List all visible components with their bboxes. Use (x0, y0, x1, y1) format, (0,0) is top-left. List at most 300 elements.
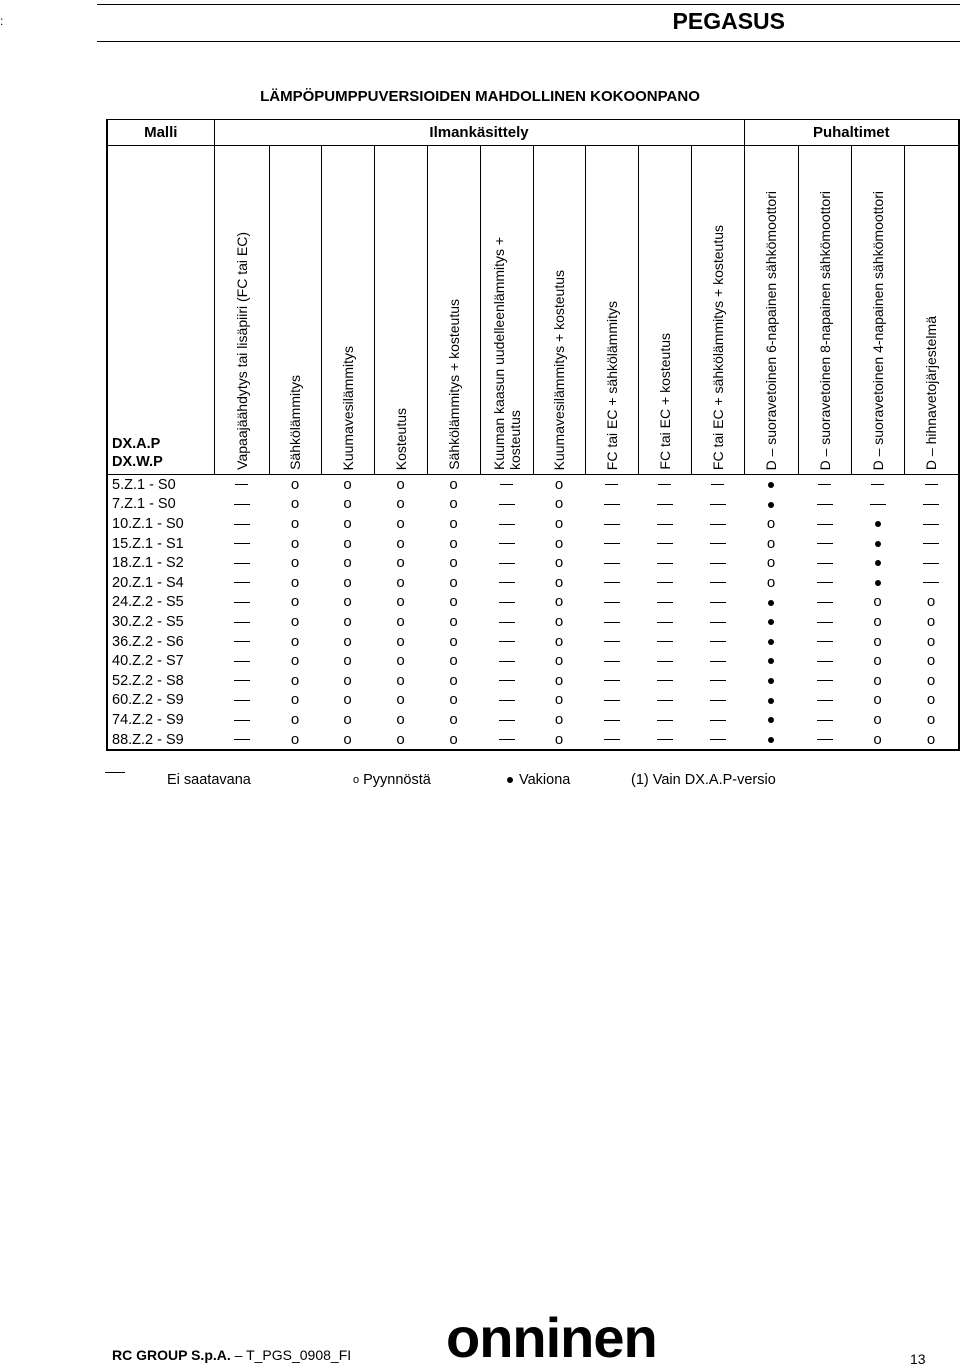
standard-dot-icon (768, 502, 774, 508)
option-cell (744, 593, 798, 613)
on-request-symbol: o (926, 730, 936, 748)
model-cell: 15.Z.1 - S1 (107, 534, 214, 554)
on-request-symbol: o (396, 691, 405, 709)
on-request-symbol: o (290, 475, 300, 493)
option-cell (480, 495, 533, 515)
option-cell (638, 730, 691, 751)
on-request-symbol: o (873, 691, 882, 709)
on-request-symbol: o (449, 573, 458, 591)
option-cell (798, 710, 851, 730)
option-cell (851, 593, 904, 613)
not-available-bar-icon (658, 484, 671, 485)
standard-dot-icon (768, 639, 774, 645)
not-available-dash-icon (710, 582, 726, 583)
not-available-dash-icon (817, 563, 833, 564)
option-cell (638, 534, 691, 554)
option-cell (638, 651, 691, 671)
standard-dot-icon (768, 619, 774, 625)
on-request-symbol: o (290, 632, 300, 650)
option-cell (691, 553, 744, 573)
not-available-dash-icon (234, 524, 250, 525)
option-cell (904, 612, 959, 632)
on-request-symbol: o (396, 632, 405, 650)
on-request-symbol: o (873, 612, 882, 630)
option-cell (744, 730, 798, 751)
on-request-symbol: o (766, 554, 776, 572)
on-request-symbol: o (554, 612, 564, 630)
option-cell (214, 691, 269, 711)
on-request-symbol: o (343, 573, 352, 591)
option-cell (374, 710, 427, 730)
option-cell (269, 593, 321, 613)
option-cell (798, 651, 851, 671)
on-request-symbol: o (926, 632, 936, 650)
on-request-symbol: o (449, 652, 458, 670)
option-cell (374, 534, 427, 554)
group-header-row (107, 120, 959, 146)
model-cell: 10.Z.1 - S0 (107, 514, 214, 534)
not-available-dash-icon (604, 661, 620, 662)
option-cell (269, 612, 321, 632)
not-available-dash-icon (817, 720, 833, 721)
not-available-dash-icon (604, 700, 620, 701)
not-available-bar-icon (500, 484, 513, 485)
on-request-symbol: o (290, 730, 300, 748)
model-cell: 60.Z.2 - S9 (107, 691, 214, 711)
option-cell (480, 553, 533, 573)
option-cell (744, 632, 798, 652)
not-available-dash-icon (817, 661, 833, 662)
option-cell (744, 495, 798, 515)
option-cell (798, 573, 851, 593)
on-request-symbol: o (290, 671, 300, 689)
option-cell (427, 573, 480, 593)
option-cell (214, 710, 269, 730)
on-request-symbol: o (290, 495, 300, 513)
on-request-symbol: o (343, 632, 352, 650)
on-request-symbol: o (766, 534, 776, 552)
option-cell (798, 514, 851, 534)
option-cell (585, 671, 638, 691)
not-available-dash-icon (817, 504, 833, 505)
option-cell (427, 710, 480, 730)
column-header-13 (851, 146, 904, 475)
column-header-12 (798, 146, 851, 475)
on-request-symbol: o (449, 534, 458, 552)
column-header-label: D – hihnavetojärjestelmä (923, 315, 940, 470)
option-cell (214, 671, 269, 691)
on-request-symbol: o (290, 710, 300, 728)
table-row (107, 671, 959, 691)
option-cell (638, 495, 691, 515)
not-available-dash-icon (710, 524, 726, 525)
on-request-symbol: o (873, 652, 882, 670)
option-cell (585, 553, 638, 573)
on-request-symbol: o (766, 514, 776, 532)
not-available-dash-icon (234, 680, 250, 681)
on-request-symbol: o (396, 730, 405, 748)
not-available-bar-icon (925, 484, 938, 485)
table-row (107, 514, 959, 534)
model-cell: 30.Z.2 - S5 (107, 612, 214, 632)
option-cell (851, 495, 904, 515)
column-header-6 (480, 146, 533, 475)
legend-item-not-available (105, 772, 125, 773)
option-cell (638, 691, 691, 711)
page-number: 13 (910, 1351, 926, 1367)
column-header-14 (904, 146, 959, 475)
not-available-dash-icon (870, 504, 886, 505)
on-request-symbol: o (449, 632, 458, 650)
standard-dot-icon (875, 560, 881, 566)
option-cell (585, 651, 638, 671)
option-cell (533, 691, 585, 711)
option-cell (214, 475, 269, 495)
not-available-dash-icon (710, 700, 726, 701)
on-request-symbol: o (396, 534, 405, 552)
footer-company (112, 1347, 351, 1363)
on-request-symbol: o (290, 652, 300, 670)
not-available-dash-icon (657, 700, 673, 701)
not-available-dash-icon (817, 602, 833, 603)
option-cell (744, 534, 798, 554)
not-available-dash-icon (234, 563, 250, 564)
option-cell (427, 612, 480, 632)
on-request-symbol: o (449, 710, 458, 728)
on-request-symbol: o (554, 475, 564, 493)
legend-item-note (631, 772, 776, 788)
on-request-symbol: o (343, 534, 352, 552)
on-request-symbol: o (343, 612, 352, 630)
on-request-symbol: o (290, 593, 300, 611)
option-cell (269, 495, 321, 515)
option-cell (533, 573, 585, 593)
option-cell (851, 475, 904, 495)
option-cell (214, 651, 269, 671)
column-header-10 (691, 146, 744, 475)
not-available-dash-icon (657, 641, 673, 642)
option-cell (321, 710, 374, 730)
on-request-symbol: o (554, 514, 564, 532)
option-cell (321, 553, 374, 573)
on-request-symbol: o (449, 495, 458, 513)
option-cell (427, 632, 480, 652)
option-cell (904, 495, 959, 515)
model-header-line-1: DX.A.P (112, 436, 161, 452)
option-cell (744, 710, 798, 730)
on-request-symbol: o (766, 573, 776, 591)
option-cell (533, 593, 585, 613)
option-cell (851, 553, 904, 573)
option-cell (691, 573, 744, 593)
on-request-symbol: o (343, 730, 352, 748)
not-available-dash-icon (499, 622, 515, 623)
option-cell (851, 514, 904, 534)
option-cell (427, 671, 480, 691)
model-cell: 5.Z.1 - S0 (107, 475, 214, 495)
standard-dot-icon (768, 717, 774, 723)
table-row (107, 553, 959, 573)
option-cell (691, 710, 744, 730)
option-cell (480, 651, 533, 671)
option-cell (214, 612, 269, 632)
legend-item-standard (507, 772, 570, 788)
option-cell (374, 612, 427, 632)
not-available-dash-icon (499, 680, 515, 681)
not-available-dash-icon (234, 720, 250, 721)
option-cell (321, 475, 374, 495)
not-available-dash-icon (710, 661, 726, 662)
on-request-symbol: o (343, 514, 352, 532)
standard-dot-icon (875, 521, 881, 527)
option-cell (585, 534, 638, 554)
option-cell (691, 593, 744, 613)
option-cell (480, 534, 533, 554)
option-cell (480, 671, 533, 691)
on-request-symbol: o (873, 710, 882, 728)
not-available-dash-icon (923, 504, 939, 505)
not-available-dash-icon (657, 582, 673, 583)
option-cell (321, 632, 374, 652)
option-cell (269, 573, 321, 593)
not-available-dash-icon (234, 622, 250, 623)
option-cell (744, 514, 798, 534)
on-request-symbol: o (396, 671, 405, 689)
column-header-row (107, 146, 959, 475)
column-header-8 (585, 146, 638, 475)
standard-dot-icon (875, 580, 881, 586)
option-cell (533, 553, 585, 573)
table-row (107, 632, 959, 652)
not-available-dash-icon (710, 720, 726, 721)
on-request-symbol: o (554, 710, 564, 728)
option-cell (638, 710, 691, 730)
column-header-label: Kuumavesilämmitys + kosteutus (551, 269, 567, 470)
on-request-symbol: o (396, 495, 405, 513)
option-cell (904, 514, 959, 534)
column-header-label: Sähkölämmitys (287, 375, 303, 470)
option-cell (214, 573, 269, 593)
on-request-symbol: o (396, 593, 405, 611)
not-available-dash-icon (710, 680, 726, 681)
option-cell (904, 475, 959, 495)
on-request-symbol: o (554, 730, 564, 748)
option-cell (374, 593, 427, 613)
option-cell (798, 612, 851, 632)
option-cell (269, 730, 321, 751)
option-cell (851, 632, 904, 652)
on-request-symbol: o (449, 671, 458, 689)
option-cell (691, 691, 744, 711)
standard-dot-icon (768, 658, 774, 664)
table-row (107, 730, 959, 751)
option-cell (638, 632, 691, 652)
dot-symbol-icon (507, 777, 513, 783)
on-request-symbol: o (396, 514, 405, 532)
on-request-symbol: o (449, 475, 458, 493)
page-edge-marker: : (0, 14, 4, 28)
column-header-2 (269, 146, 321, 475)
option-cell (321, 651, 374, 671)
not-available-dash-icon (604, 602, 620, 603)
option-cell (904, 573, 959, 593)
option-cell (214, 593, 269, 613)
column-header-label: Kuuman kaasun uudelleenlämmitys + kosteutus (490, 236, 523, 470)
on-request-symbol: o (290, 514, 300, 532)
option-cell (851, 671, 904, 691)
option-cell (798, 475, 851, 495)
option-cell (533, 730, 585, 751)
not-available-dash-icon (710, 602, 726, 603)
not-available-dash-icon (817, 543, 833, 544)
option-cell (744, 612, 798, 632)
on-request-symbol: o (343, 710, 352, 728)
column-header-label: FC tai EC + kosteutus (656, 333, 673, 470)
legend-note-text: (1) Vain DX.A.P-versio (631, 772, 776, 788)
not-available-dash-icon (499, 661, 515, 662)
not-available-dash-icon (499, 700, 515, 701)
not-available-dash-icon (817, 739, 833, 740)
column-header-label: D – suoravetoinen 4-napainen sähkömoottori (869, 190, 886, 470)
on-request-symbol: o (396, 612, 405, 630)
not-available-dash-icon (923, 582, 939, 583)
not-available-dash-icon (234, 504, 250, 505)
on-request-symbol: o (554, 534, 564, 552)
option-cell (374, 691, 427, 711)
option-cell (585, 573, 638, 593)
model-cell: 24.Z.2 - S5 (107, 593, 214, 613)
option-cell (321, 671, 374, 691)
option-cell (904, 671, 959, 691)
option-cell (744, 573, 798, 593)
option-cell (744, 553, 798, 573)
legend-item-on-request (353, 772, 431, 788)
option-cell (533, 534, 585, 554)
option-cell (904, 651, 959, 671)
option-cell (480, 573, 533, 593)
option-cell (427, 514, 480, 534)
not-available-dash-icon (234, 543, 250, 544)
not-available-dash-icon (657, 543, 673, 544)
option-cell (904, 710, 959, 730)
header-rule (97, 41, 960, 42)
option-cell (851, 710, 904, 730)
option-cell (691, 612, 744, 632)
standard-dot-icon (768, 482, 774, 488)
not-available-dash-icon (657, 739, 673, 740)
option-cell (321, 534, 374, 554)
option-cell (480, 612, 533, 632)
model-cell: 7.Z.1 - S0 (107, 495, 214, 515)
option-cell (638, 514, 691, 534)
standard-dot-icon (768, 600, 774, 606)
not-available-dash-icon (604, 543, 620, 544)
on-request-symbol: o (290, 612, 300, 630)
top-rule (97, 4, 960, 5)
group-header-model: Malli (107, 120, 214, 146)
not-available-dash-icon (234, 661, 250, 662)
on-request-symbol: o (926, 691, 936, 709)
option-cell (321, 573, 374, 593)
not-available-bar-icon (818, 484, 831, 485)
option-cell (533, 671, 585, 691)
option-cell (638, 593, 691, 613)
option-cell (798, 691, 851, 711)
company-name: RC GROUP S.p.A. (112, 1347, 231, 1363)
not-available-bar-icon (235, 484, 248, 485)
option-cell (533, 514, 585, 534)
option-cell (427, 534, 480, 554)
on-request-symbol: o (343, 671, 352, 689)
not-available-dash-icon (499, 563, 515, 564)
option-cell (585, 710, 638, 730)
on-request-symbol: o (343, 652, 352, 670)
not-available-dash-icon (710, 739, 726, 740)
option-cell (480, 730, 533, 751)
not-available-dash-icon (657, 622, 673, 623)
option-cell (585, 495, 638, 515)
on-request-symbol: o (554, 652, 564, 670)
on-request-symbol: o (343, 593, 352, 611)
not-available-dash-icon (234, 700, 250, 701)
standard-dot-icon (768, 678, 774, 684)
not-available-dash-icon (923, 563, 939, 564)
option-cell (269, 514, 321, 534)
option-cell (321, 495, 374, 515)
table-row (107, 475, 959, 495)
option-cell (533, 632, 585, 652)
column-header-label: Kuumavesilämmitys (339, 345, 356, 470)
option-cell (321, 514, 374, 534)
option-cell (427, 730, 480, 751)
on-request-symbol: o (343, 495, 352, 513)
not-available-dash-icon (604, 641, 620, 642)
on-request-symbol: o (926, 612, 936, 630)
legend-label-not-available (167, 772, 251, 788)
on-request-symbol: o (554, 691, 564, 709)
not-available-bar-icon (711, 484, 724, 485)
option-cell (533, 651, 585, 671)
option-cell (214, 495, 269, 515)
on-request-symbol: o (449, 593, 458, 611)
table-row (107, 495, 959, 515)
option-cell (374, 553, 427, 573)
dash-symbol-icon (105, 772, 125, 773)
not-available-dash-icon (657, 680, 673, 681)
not-available-dash-icon (499, 641, 515, 642)
not-available-dash-icon (657, 661, 673, 662)
option-cell (798, 671, 851, 691)
on-request-symbol: o (554, 495, 564, 513)
option-cell (321, 730, 374, 751)
option-cell (427, 691, 480, 711)
standard-dot-icon (768, 698, 774, 704)
option-cell (744, 475, 798, 495)
option-cell (744, 671, 798, 691)
column-header-7 (533, 146, 585, 475)
model-header-line-2: DX.W.P (112, 454, 163, 470)
option-cell (585, 730, 638, 751)
on-request-symbol: o (396, 573, 405, 591)
column-header-4 (374, 146, 427, 475)
header-title: PEGASUS (672, 8, 785, 34)
option-cell (480, 514, 533, 534)
option-cell (480, 475, 533, 495)
option-cell (480, 593, 533, 613)
onninen-logo: onninen (446, 1306, 657, 1369)
option-cell (904, 553, 959, 573)
option-cell (214, 514, 269, 534)
